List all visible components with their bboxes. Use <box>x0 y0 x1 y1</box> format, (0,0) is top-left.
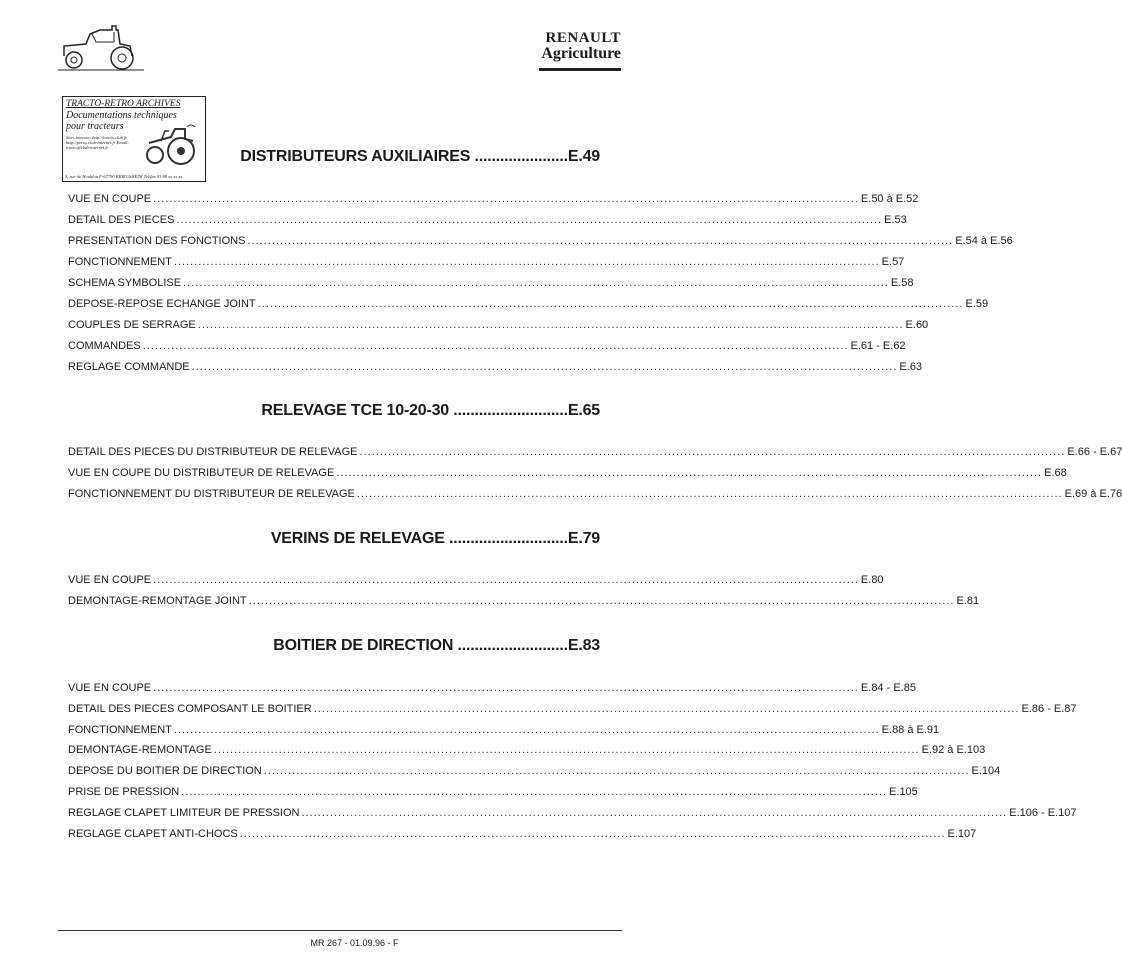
toc-row: PRISE DE PRESSION .............................................................................................................................................................................. E.105 <box>68 786 918 798</box>
brand-underline <box>539 68 621 71</box>
section-title-boitier: BOITIER DE DIRECTION ..........................E.83 <box>273 637 600 654</box>
toc-row: FONCTIONNEMENT .............................................................................................................................................................................. E.88 à E.91 <box>68 724 940 736</box>
toc-row: SCHEMA SYMBOLISE .............................................................................................................................................................................. E.58 <box>68 277 914 289</box>
brand-logo <box>541 30 621 62</box>
toc-row: REGLAGE CLAPET ANTI-CHOCS .............................................................................................................................................................................. E.107 <box>68 828 977 840</box>
archive-stamp <box>62 96 206 182</box>
footer-rule <box>58 930 622 931</box>
brand-division: Agriculture <box>541 45 621 62</box>
stamp-subtitle: Documentations techniques pour tracteurs <box>66 110 177 132</box>
toc-row: DETAIL DES PIECES .............................................................................................................................................................................. E.53 <box>68 214 907 226</box>
toc-row: FONCTIONNEMENT .............................................................................................................................................................................. E.57 <box>68 256 905 268</box>
stamp-sites: Sites internet: http://tracto.club.fr http://perso.club-internet.fr Email: tracto@club-internet.fr <box>66 135 129 150</box>
toc-row: COUPLES DE SERRAGE .............................................................................................................................................................................. E.60 <box>68 319 929 331</box>
toc-row: DETAIL DES PIECES DU DISTRIBUTEUR DE RELEVAGE .............................................................................................................................................................................. E.66 - E.67 <box>68 446 1122 458</box>
section-title-distributeurs: DISTRIBUTEURS AUXILIAIRES ......................E.49 <box>240 148 600 165</box>
brand-name: RENAULT <box>545 30 621 46</box>
tractor-logo-icon <box>56 22 146 72</box>
toc-row: VUE EN COUPE .............................................................................................................................................................................. E.50 à E.52 <box>68 193 919 205</box>
stamp-title: TRACTO-RETRO ARCHIVES <box>66 99 181 109</box>
vintage-tractor-icon <box>141 123 201 167</box>
toc-row: DEMONTAGE-REMONTAGE JOINT .............................................................................................................................................................................. E.81 <box>68 595 980 607</box>
toc-row: VUE EN COUPE .............................................................................................................................................................................. E.84 - E.85 <box>68 682 916 694</box>
toc-row: FONCTIONNEMENT DU DISTRIBUTEUR DE RELEVAGE .............................................................................................................................................................................. E.69 à E.76 <box>68 488 1122 500</box>
toc-row: DEMONTAGE-REMONTAGE .............................................................................................................................................................................. E.92 à E.103 <box>68 744 986 756</box>
section-title-verins: VERINS DE RELEVAGE ............................E.79 <box>270 530 600 547</box>
toc-row: VUE EN COUPE .............................................................................................................................................................................. E.80 <box>68 574 884 586</box>
document-reference: MR 267 - 01.09.96 - F <box>310 938 399 948</box>
section-title-relevage: RELEVAGE TCE 10-20-30 ...........................E.65 <box>261 402 600 419</box>
toc-row: COMMANDES .............................................................................................................................................................................. E.61 - E.62 <box>68 340 906 352</box>
toc-row: DEPOSE-REPOSE ECHANGE JOINT .............................................................................................................................................................................. E.59 <box>68 298 989 310</box>
toc-row: REGLAGE COMMANDE .............................................................................................................................................................................. E.63 <box>68 361 923 373</box>
toc-row: VUE EN COUPE DU DISTRIBUTEUR DE RELEVAGE .............................................................................................................................................................................. E.68 <box>68 467 1067 479</box>
toc-row: PRESENTATION DES FONCTIONS .............................................................................................................................................................................. E.54 à E.56 <box>68 235 1013 247</box>
stamp-address: 3, rue du Houblon F-67790 KRIEGSHEIM Tel/fax 03 88 xx xx xx <box>65 174 183 179</box>
toc-row: REGLAGE CLAPET LIMITEUR DE PRESSION .............................................................................................................................................................................. E.106 - E.107 <box>68 807 1077 819</box>
toc-row: DEPOSE DU BOITIER DE DIRECTION .............................................................................................................................................................................. E.104 <box>68 765 1001 777</box>
toc-row: DETAIL DES PIECES COMPOSANT LE BOITIER .............................................................................................................................................................................. E.86 - E.87 <box>68 703 1077 715</box>
